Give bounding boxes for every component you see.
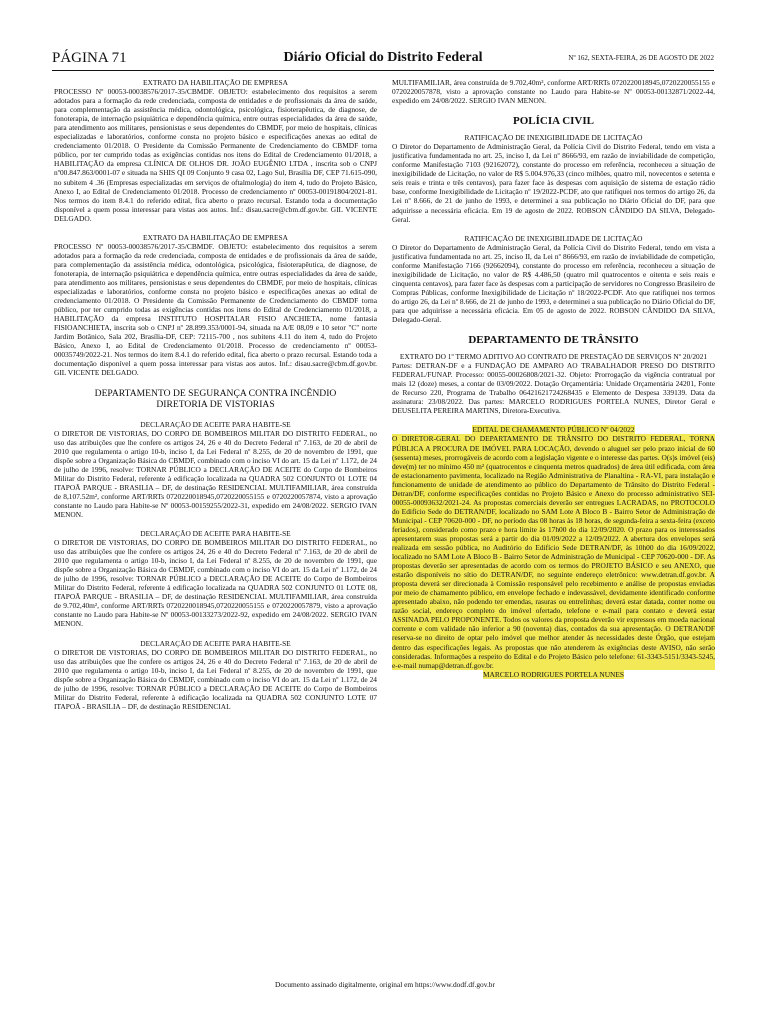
ratificacao-2-body: O Diretor do Departamento de Administração Geral, da Polícia Civil do Distrito Federal, tendo em vista a justificativa fundamentada no art. 25, inciso II, da Lei nº 8666/93, em razão de inviabilidade de competição, conforme Manifestação 7166 (92662094), constante do processo em referência, reconheceu a situação de inexigibilidade de Licitação, no valor de R$ 4.486,50 (quatro mil quatrocentos e oitenta e seis reais e cinquenta centavos), para fazer face às despesas com a participação de servidores no Congresso Brasileiro de Compras Públicas, conforme Inexigibilidade de Licitação nº 18/2022-PCDF. Ato que ratifiquei nos termos do artigo 26, da Lei nº 8.666, de 21 de junho de 1993, e determinei a sua publicação no Diário Oficial do DF, para que adquirisse a necessária eficácia. Em 05 de agosto de 2022. ROBSON CÂNDIDO DA SILVA, Delegado-Geral. [392, 242, 715, 325]
journal-title: Diário Oficial do Distrito Federal [283, 50, 483, 65]
ratificacao-1-title: RATIFICAÇÃO DE INEXIGIBILIDADE DE LICITAÇÃO [464, 133, 643, 143]
declaracao-3-body: O DIRETOR DE VISTORIAS, DO CORPO DE BOMBEIROS MILITAR DO DISTRITO FEDERAL, no uso das atribuições que lhe confere os artigos 24, 26 e 40 do Decreto Federal nº 7.163, de 20 de abril de 2010 que regulamenta o artigo 10-b, inciso I, da Lei Federal nº 8.255, de 20 de novembro de 1991, que dispõe sobre a Organização Básica do CBMDF, combinado com o inciso VI do art. 15 da Lei nº 1.172, de 24 de julho de 1996, resolve: TORNAR PÚBLICO a DECLARAÇÃO DE ACEITE do Corpo de Bombeiros Militar do Distrito Federal, referente à edificação localizada na QUADRA 502 CONJUNTO LOTE 07 ITAPOÃ - BRASILIA – DF, de destinação RESIDENCIAL [54, 647, 377, 711]
declaracao-1-body: O DIRETOR DE VISTORIAS, DO CORPO DE BOMBEIROS MILITAR DO DISTRITO FEDERAL, no uso das atribuições que lhe confere os artigos 24, 26 e 40 do Decreto Federal nº 7.163, de 20 de abril de 2010 que regulamenta o artigo 10-b, inciso I, da Lei Federal nº 8.255, de 20 de novembro de 1991, que dispõe sobre a Organização Básica do CBMDF, combinado com o inciso VI do art. 15 da Lei nº 1.172, de 24 de julho de 1996, resolve: TORNAR PÚBLICO a DECLARAÇÃO DE ACEITE do Corpo de Bombeiros Militar do Distrito Federal, referente à edificação localizada na QUADRA 502 CONJUNTO 01 LOTE 04 ITAPOÃ PARQUE - BRASILIA – DF, de destinação RESIDENCIAL MULTIFAMILIAR, área construída de 8,107.52m², conforme ART/RRTs 0720220018945,0720220055155 e 0720220057874, visto a aprovação constante no Laudo para Habite-se Nº 00053-00159255/2022-31, expedido em 24/08/2022. SERGIO IVAN MENON. [54, 428, 377, 519]
edital-title: EDITAL DE CHAMAMENTO PÚBLICO Nº 04/2022 [472, 425, 635, 435]
dept-vistorias-title: DIRETORIA DE VISTORIAS [156, 398, 275, 410]
declaracao-1-title: DECLARAÇÃO DE ACEITE PARA HABITE-SE [140, 419, 291, 429]
extrato-2-body: PROCESSO Nº 00053-00038576/2017-35/CBMDF. OBJETO: estabelecimento dos requisitos a serem adotados para a formação da rede credenciada, composta de entidades e de profissionais da área de saúde, para complementação da assistência médica, odontológica, psicológica, fisioterapêutica, de diagnose, de fonoterapia, de internação psiquiátrica e dependência química, entre outras especialidades da área de saúde, para atendimento aos militares, pensionistas e seus dependentes do CBMDF, por meio de hospitais, clínicas especializadas e laboratórios, conforme consta no projeto básico e especificações anexas ao edital de credenciamento 01/2018. O Presidente da Comissão Permanente de Credenciamento do CBMDF torna público, por ter cumprido todas as exigências contidas nos itens do Edital de Credenciamento 01/2018, a HABILITAÇÃO da empresa INSTITUTO HOSPITALAR FISIO ANCHIETA, nome fantasia FISIOANCHIETA, inscrita sob o CNPJ nº 28.899.353/0001-94, situada na A/E 08,09 e 10 setor "C" norte Jardim Botânico, Sala 202, Brasília-DF, CEP: 72115-700 , nos subitens 4.11 do item 4, tudo do Projeto Básico, Anexo I, ao Edital de Credenciamento 01/2018. Processo de credenciamento nº 00053-00035749/2022-21. Nos termos do item 8.4.1 do referido edital, fica aberto o prazo recursal. Estando toda a documentação disponível a quem possa interessar para vistas aos autos. Inf.: disau.sacre@cbm.df.gov.br. GIL VICENTE DELGADO. [54, 241, 377, 378]
left-column [54, 78, 377, 711]
ratificacao-2-title: RATIFICAÇÃO DE INEXIGIBILIDADE DE LICITAÇÃO [464, 233, 643, 243]
extrato-1-body: PROCESSO Nº 00053-00038576/2017-35/CBMDF. OBJETO: estabelecimento dos requisitos a serem adotados para a formação da rede credenciada, composta de entidades e de profissionais da área de saúde, para complementação da assistência médica, odontológica, psicológica, fisioterapêutica, de diagnose, de fonoterapia, de internação psiquiátrica e dependência química, entre outras especialidades da área de saúde, para atendimento aos militares, pensionistas e seus dependentes do CBMDF, por meio de hospitais, clínicas especializadas e laboratórios, conforme consta no projeto básico e especificações anexas ao edital de credenciamento 01/2018. O Presidente da Comissão Permanente de Credenciamento do CBMDF torna público, por ter cumprido todas as exigências contidas nos itens do Edital de Credenciamento 01/2018, a HABILITAÇÃO da empresa CLÍNICA DE OLHOS DR. JOÃO EUGÊNIO LTDA , inscrita sob o CNPJ nº00.847.863/0001-07 e situada na SHIS QI 09 Conjunto 9 casa 02, Lago Sul, Brasília DF, CEP 71.615-090, no subitem 4 .36 (Empresas especializadas em serviços de oftalmologia) do item 4, tudo do Projeto Básico, Anexo I, ao Edital de Credenciamento 01/2018. Processo de credenciamento nº 00053-00191804/2021-81. Nos termos do item 8.4.1 do referido edital, fica aberto o prazo recursal. Estando toda a documentação disponível a quem possa interessar para vistas aos autos. Inf.: disau.sacre@cbm.df.gov.br. GIL VICENTE DELGADO. [54, 87, 377, 223]
page-footer: Documento assinado digitalmente, original em https://www.dodf.df.gov.br [275, 980, 495, 989]
right-column [392, 78, 715, 679]
extrato-2-title: EXTRATO DA HABILITAÇÃO DE EMPRESA [142, 232, 289, 242]
extrato-aditivo-body: Partes: DETRAN-DF e a FUNDAÇÃO DE AMPARO AO TRABALHADOR PRESO DO DISTRITO FEDERAL/FUNAP. Processo: 00055-00026808/2021-32. Objeto: Prorrogação da vigência contratual por mais 12 (doze) meses, a contar de 03/09/2022. Dotação Orçamentária: Unidade Orçamentária 24201, Fonte de Recurso 220, Programa de Trabalho 06421621724268435 e Elemento de Despesa 339139. Data da assinatura: 23/08/2022. Das partes: MARCELO RODRIGUES PORTELA NUNES, Diretor Geral e DEUSELITA PEREIRA MARTINS, Diretora-Executiva. [392, 361, 715, 416]
declaracao-3-title: DECLARAÇÃO DE ACEITE PARA HABITE-SE [140, 638, 291, 648]
issue-date: Nº 162, SEXTA-FEIRA, 26 DE AGOSTO DE 2022 [568, 54, 714, 62]
declaracao-2-title: DECLARAÇÃO DE ACEITE PARA HABITE-SE [140, 529, 291, 539]
edital-body: O DIRETOR-GERAL DO DEPARTAMENTO DE TRÂNSITO DO DISTRITO FEDERAL, TORNA PÚBLICA A PROCURA DE IMÓVEL PARA LOCAÇÃO, devendo o aluguel ser pelo prazo inicial de 60 (sessenta) meses, prorrogáveis de acordo com a legislação vigente e o interesse das partes. O(s)s imóvel (eis) deve(m) ter no mínimo 450 m² (quatrocentos e cinquenta metros quadrados) de área útil edificada, com área de estacionamento pavimenta, localizado na Região Administrativa de Planaltina - RA-VI, para instalação e funcionamento de unidade de atendimento ao público do Departamento de Trânsito do Distrito Federal - Detran/DF, conforme especificações contidas no Projeto Básico e Anexo do processo administrativo SEI- 00055-00093632/2021-24. As propostas comerciais deverão ser entregues LACRADAS, no PROTOCOLO do Edifício Sede do DETRAN/DF, localizado no SAM Lote A Bloco B - Bairro Setor de Administração de Municipal - CEP 70620-000 - DF, no período das 08 horas às 18 horas, de segunda-feira a sexta-feira (exceto feriados), considerado como prazo e hora limite às 17h00 do dia 12/09/2020. O prazo para os interessados apresentarem suas propostas será a partir do dia 01/09/2022 a 12/09/2022. A abertura dos envelopes será realizada em sessão pública, no Auditório do Edifício Sede DETRAN/DF, às 10h00 do dia 16/09/2022, localizado no SAM Lote A Bloco B - Bairro Setor de Administração de Municipal - CEP 70620-000 - DF. As propostas deverão ser apresentadas de acordo com os termos do PROJETO BÁSICO e seu ANEXO, que estarão disponíveis no sítio do DETRAN/DF, no seguinte endereço eletrônico: www.detran.df.gov.br. A proposta deverá ser direcionada à Comissão responsável pelo recebimento e análise de propostas enviadas por meio de chamamento público, em envelope fechado e indevassável, devidamente identificado conforme apresentado abaixo, não podendo ter emendas, rasuras ou entrelinhas; deverá estar datada, conter nome ou razão social, endereço completo do imóvel ofertado, telefone e e-mail para contato e deverá estar ASSINADA PELO PROPONENTE. Todos os valores da proposta deverão vir expressos em moeda nacional corrente e com validade não inferior a 90 (noventa) dias, contados da sua apresentação. O DETRAN/DF reserva-se no direito de optar pelo imóvel que melhor atender às necessidades deste Órgão, que estejam dentro das especificações legais. As propostas que não atenderem às exigências deste AVISO, não serão consideradas. Informações a respeito do Edital e do Projeto Básico pelo telefone: 61-3343-5151/3343-5245, e-e-mail numap@detran.df.gov.br. [392, 434, 715, 670]
declaracao-2-body: O DIRETOR DE VISTORIAS, DO CORPO DE BOMBEIROS MILITAR DO DISTRITO FEDERAL, no uso das atribuições que lhe confere os artigos 24, 26 e 40 do Decreto Federal nº 7.163, de 20 de abril de 2010 que regulamenta o artigo 10-b, inciso I, da Lei Federal nº 8.255, de 20 de novembro de 1991, que dispõe sobre a Organização Básica do CBMDF, combinado com o inciso VI do art. 15 da Lei nº 1.172, de 24 de julho de 1996, resolve: TORNAR PÚBLICO a DECLARAÇÃO DE ACEITE do Corpo de Bombeiros Militar do Distrito Federal, referente à edificação localizada na QUADRA 502 CONJUNTO 01 LOTE 08, ITAPOÃ PARQUE - BRASILIA – DF, de destinação RESIDENCIAL MULTIFAMILIAR, área construída de 9.702,40m², conforme ART/RRTs 0720220018945,0720220055155 e 0720220057879, visto a aprovação constante no Laudo para Habite-se Nº 00053-00133273/2022-92, expedido em 24/08/2022. SERGIO IVAN MENON. [54, 538, 377, 629]
dept-seguranca-title: DEPARTAMENTO DE SEGURANÇA CONTRA INCÊNDIO [94, 387, 337, 399]
ratificacao-1-body: O Diretor do Departamento de Administração Geral, da Polícia Civil do Distrito Federal, tendo em vista a justificativa fundamentada no art. 25, inciso I, da Lei nº 8666/93, em razão de inviabilidade de competição, conforme Manifestação 7103 (92162072), constante do processo em referência, reconheceu a situação de inexigibilidade de Licitação, no valor de R$ 5.004.976,33 (cinco milhões, quatro mil, novecentos e setenta e seis reais e trinta e três centavos), para fazer face às despesas com aquisição de sistema de estação rádio base, conforme Inexigibilidade de Licitação nº 19/2022-PCDF, ato que ratifiquei nos termos do artigo 26, da Lei nº 8.666, de 21 de junho de 1993, e determinei a sua publicação no Diário Oficial do DF, para que adquirisse a necessária eficácia. Em 19 de agosto de 2022. ROBSON CÂNDIDO DA SILVA, Delegado-Geral. [392, 142, 715, 224]
edital-signature: MARCELO RODRIGUES PORTELA NUNES [482, 669, 624, 679]
page-number: PÁGINA 71 [52, 50, 127, 66]
policia-civil-title: POLÍCIA CIVIL [513, 115, 594, 128]
extrato-1-title: EXTRATO DA HABILITAÇÃO DE EMPRESA [142, 78, 289, 87]
page-header [52, 46, 714, 71]
detran-title: DEPARTAMENTO DE TRÂNSITO [468, 334, 639, 347]
declaracao-3-continuation: MULTIFAMILIAR, área construída de 9.702,40m², conforme ART/RRTs 0720220018945,0720220055155 e 0720220057878, visto a aprovação constante no Laudo para Habite-se Nº 00053-00132871/2022-44, expedido em 24/08/2022. SERGIO IVAN MENON. [392, 78, 715, 106]
extrato-aditivo-title: EXTRATO DO 1º TERMO ADITIVO AO CONTRATO DE PRESTAÇÃO DE SERVIÇOS Nº 20/2021 [399, 352, 708, 362]
